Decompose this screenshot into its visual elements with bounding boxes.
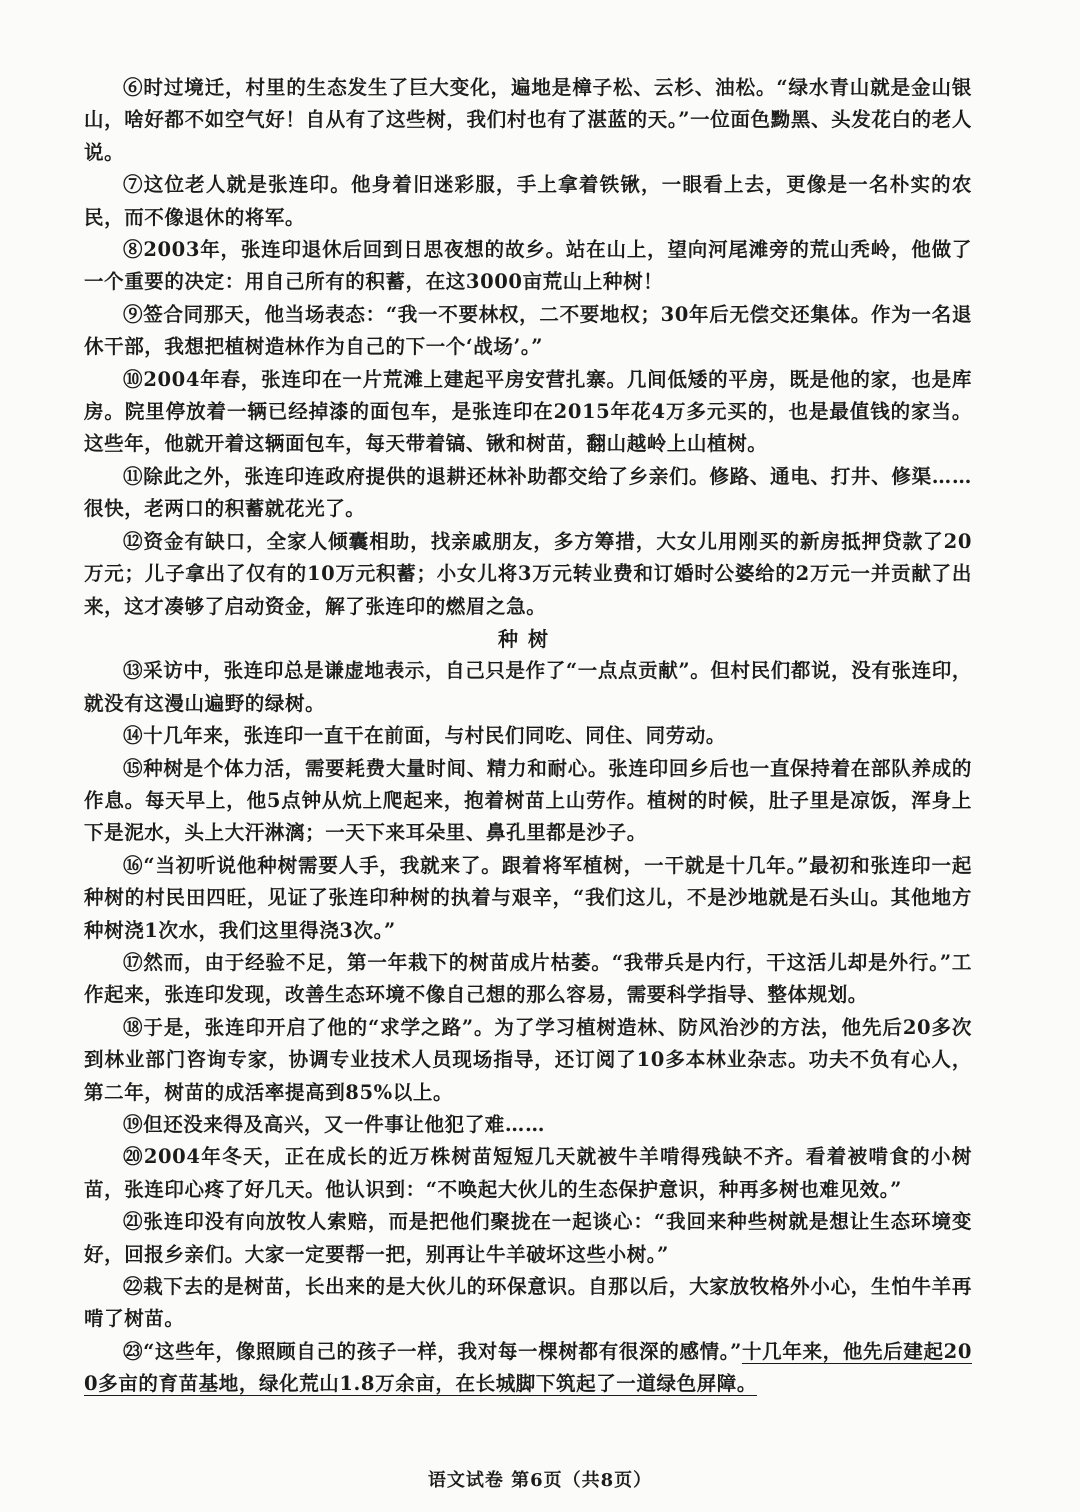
paragraph-23 [84,1336,972,1401]
paragraph-17: ⑰然而，由于经验不足，第一年栽下的树苗成片枯萎。“我带兵是内行，干这活儿却是外行。”工作起来，张连印发现，改善生态环境不像自己想的那么容易，需要科学指导、整体规划。 [84,950,972,1007]
paragraph-16: ⑯“当初听说他种树需要人手，我就来了。跟着将军植树，一干就是十几年。”最初和张连印一起种树的村民田四旺，见证了张连印种树的执着与艰辛，“我们这儿，不是沙地就是石头山。其他地方种树浇1次水，我们这里得浇3次。” [84,853,972,942]
paragraph-14: ⑭十几年来，张连印一直干在前面，与村民们同吃、同住、同劳动。 [123,724,727,748]
paragraph-10: ⑩2004年春，张连印在一片荒滩上建起平房安营扎寨。几间低矮的平房，既是他的家，也是库房。院里停放着一辆已经掉漆的面包车，是张连印在2015年花4万多元买的，也是最值钱的家当。这些年，他就开着这辆面包车，每天带着镐、锹和树苗，翻山越岭上山植树。 [84,367,972,456]
paragraph-6: ⑥时过境迁，村里的生态发生了巨大变化，遍地是樟子松、云杉、油松。“绿水青山就是金山银山，啥好都不如空气好！自从有了这些树，我们村也有了湛蓝的天。”一位面色黝黑、头发花白的老人说。 [84,76,972,164]
article-body [84,72,972,1401]
paragraph-9: ⑨签合同那天，他当场表态：“我一不要林权，二不要地权；30年后无偿交还集体。作为一名退休干部，我想把植树造林作为自己的下一个‘战场’。” [84,302,972,359]
paragraph-8: ⑧2003年，张连印退休后回到日思夜想的故乡。站在山上，望向河尾滩旁的荒山秃岭，他做了一个重要的决定：用自己所有的积蓄，在这3000亩荒山上种树！ [84,238,972,294]
paragraph-23-quote: ㉓“这些年，像照顾自己的孩子一样，我对每一棵树都有很深的感情。” [123,1339,742,1363]
paragraph-20: ⑳2004年冬天，正在成长的近万株树苗短短几天就被牛羊啃得残缺不齐。看着被啃食的小树苗，张连印心疼了好几天。他认识到：“不唤起大伙儿的生态保护意识，种再多树也难见效。” [84,1145,972,1201]
paragraph-19: ⑲但还没来得及高兴，又一件事让他犯了难…… [123,1113,546,1136]
paragraph-13: ⑬采访中，张连印总是谦虚地表示，自己只是作了“一点点贡献”。但村民们都说，没有张连印，就没有这漫山遍野的绿树。 [84,659,972,715]
paragraph-11: ⑪除此之外，张连印连政府提供的退耕还林补助都交给了乡亲们。修路、通电、打井、修渠……很快，老两口的积蓄就花光了。 [84,464,972,521]
paragraph-21: ㉑张连印没有向放牧人索赔，而是把他们聚拢在一起谈心：“我回来种些树就是想让生态环境变好，回报乡亲们。大家一定要帮一把，别再让牛羊破坏这些小树。” [84,1210,972,1266]
paragraph-23-underlined: 十几年来，他先后建起200多亩的育苗基地，绿化荒山1.8万余亩，在长城脚下筑起了一道绿色屏障。 [84,1339,972,1396]
section-heading: 种树 [498,626,558,651]
page-footer: 语文试卷 第6页（共8页） [427,1470,653,1491]
paragraph-22: ㉒栽下去的是树苗，长出来的是大伙儿的环保意识。自那以后，大家放牧格外小心，生怕牛羊再啃了树苗。 [84,1275,972,1331]
paragraph-7: ⑦这位老人就是张连印。他身着旧迷彩服，手上拿着铁锹，一眼看上去，更像是一名朴实的农民，而不像退休的将军。 [84,173,972,229]
paragraph-12: ⑫资金有缺口，全家人倾囊相助，找亲戚朋友，多方筹措，大女儿用刚买的新房抵押贷款了20万元；儿子拿出了仅有的10万元积蓄；小女儿将3万元转业费和订婚时公婆给的2万元一并贡献了出来，这才凑够了启动资金，解了张连印的燃眉之急。 [84,529,972,618]
paragraph-18: ⑱于是，张连印开启了他的“求学之路”。为了学习植树造林、防风治沙的方法，他先后20多次到林业部门咨询专家，协调专业技术人员现场指导，还订阅了10多本林业杂志。功夫不负有心人，第二年，树苗的成活率提高到85%以上。 [84,1015,972,1104]
paragraph-15: ⑮种树是个体力活，需要耗费大量时间、精力和耐心。张连印回乡后也一直保持着在部队养成的作息。每天早上，他5点钟从炕上爬起来，抱着树苗上山劳作。植树的时候，肚子里是凉饭，浑身上下是泥水，头上大汗淋漓；一天下来耳朵里、鼻孔里都是沙子。 [84,756,972,845]
